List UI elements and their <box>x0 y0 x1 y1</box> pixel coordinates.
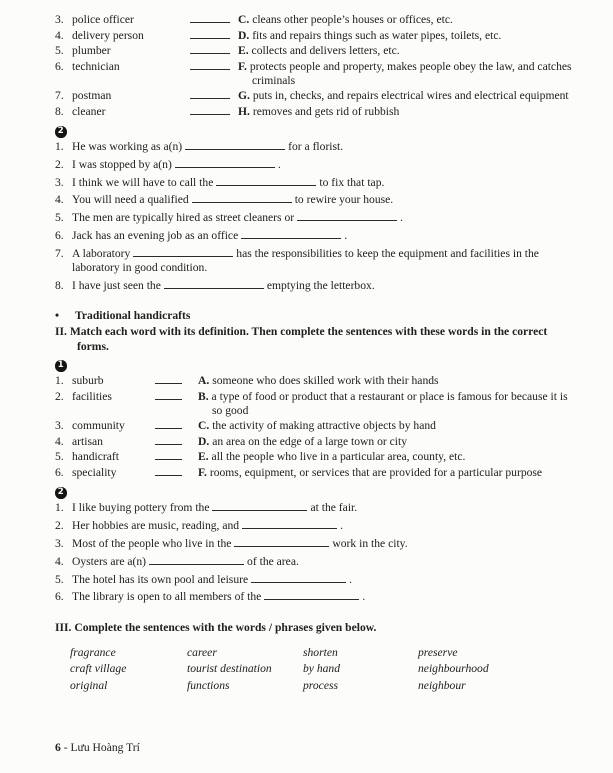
answer-blank <box>190 60 238 90</box>
sentence-text <box>72 176 580 190</box>
sentence-after-blank: . <box>362 590 366 604</box>
match-item-definition <box>198 419 580 435</box>
match-item-term: suburb <box>72 374 104 388</box>
bullet-icon: • <box>55 309 60 323</box>
sentence-before-blank: Jack has an evening job as an office <box>72 228 239 242</box>
definition-text: an area on the edge of a large town or city <box>212 434 408 448</box>
match-item-number: 5. <box>55 44 64 57</box>
match-item-number: 6. <box>55 465 64 479</box>
sentence-number: 8. <box>55 278 64 292</box>
definition-text: the activity of making attractive objects by hand <box>212 419 436 433</box>
jobs-fill-list <box>55 140 580 296</box>
blank-line <box>155 374 182 384</box>
section-ii-title: II. Match each word with its definition. Then complete the sentences with these words in the correct forms. <box>55 325 548 353</box>
sentence-before-blank: I was stopped by a(n) <box>72 157 172 171</box>
sentence-before-blank: I think we will have to call the <box>72 175 214 189</box>
fill-blank <box>212 501 307 511</box>
match-item-definition <box>238 13 580 29</box>
circled-2-marker: 2 <box>55 126 67 138</box>
word-bank-item: preserve <box>418 646 458 660</box>
match-item-definition <box>238 29 580 45</box>
exercise-part-marker-line <box>55 357 580 370</box>
word-bank-item: functions <box>187 678 230 692</box>
sentence-before-blank: You will need a qualified <box>72 193 189 207</box>
answer-blank <box>155 450 198 466</box>
definition-text: puts in, checks, and repairs electrical wires and electrical equipment <box>252 89 569 102</box>
sentence-text <box>72 555 580 569</box>
match-item-term: handicraft <box>72 450 119 464</box>
match-item-number: 6. <box>55 59 64 73</box>
sentence-text <box>72 140 580 154</box>
sentence-number: 3. <box>55 175 64 189</box>
fill-blank <box>251 573 346 583</box>
definition-text: rooms, equipment, or services that are provided for a particular purpose <box>209 465 543 479</box>
sentence-before-blank: The men are typically hired as street cleaners or <box>72 211 295 225</box>
sentence-text <box>72 573 580 587</box>
match-item-number: 3. <box>55 419 64 433</box>
definition-letter: A. <box>198 374 210 388</box>
fill-blank <box>216 176 316 186</box>
answer-blank <box>155 466 198 482</box>
sentence-after-blank: has the responsibilities to keep the equipment and facilities in the laboratory in good condition. <box>72 246 539 274</box>
blank-line <box>190 60 230 70</box>
sentence-number: 5. <box>55 211 64 225</box>
match-item-definition <box>198 466 580 482</box>
fill-blank <box>175 158 275 168</box>
blank-line <box>190 13 230 23</box>
sentence-text <box>72 279 580 293</box>
sentence-after-blank: work in the city. <box>332 536 408 550</box>
page-footer <box>55 741 140 755</box>
sentence-before-blank: I have just seen the <box>72 278 161 292</box>
word-bank-item: shorten <box>303 646 338 660</box>
topic-heading-text: Traditional handicrafts <box>75 309 191 323</box>
match-item-term: speciality <box>72 465 117 479</box>
exercise-part-marker-line <box>55 123 580 136</box>
match-item-number: 7. <box>55 89 64 102</box>
sentence-after-blank: . <box>349 572 353 586</box>
match-item-term: police officer <box>72 13 134 26</box>
blank-line <box>155 450 182 460</box>
fill-blank <box>185 140 285 150</box>
sentence-after-blank: . <box>340 519 343 533</box>
sentence-number: 2. <box>55 157 64 171</box>
word-bank-item: by hand <box>303 662 341 676</box>
answer-blank <box>155 419 198 435</box>
definition-text: a type of food or product that a restaurant or place is famous for because it is so good <box>211 389 568 417</box>
fill-blank <box>234 537 329 547</box>
sentence-before-blank: The library is open to all members of the <box>72 590 262 604</box>
fill-blank <box>264 590 359 600</box>
definition-letter: D. <box>238 28 250 42</box>
sentence-before-blank: I like buying pottery from the <box>72 501 210 515</box>
fill-blank <box>133 247 233 257</box>
definition-letter: D. <box>198 434 210 448</box>
sentence-text <box>72 158 580 172</box>
word-bank-item: fragrance <box>70 646 116 660</box>
circled-1-marker: 1 <box>55 360 67 372</box>
definition-text: all the people who live in a particular area, county, etc. <box>211 450 466 464</box>
sentence-text <box>72 229 580 243</box>
match-item-definition <box>198 390 580 420</box>
fill-blank <box>164 279 264 289</box>
sentence-after-blank: to rewire your house. <box>294 193 394 207</box>
blank-line <box>155 419 182 429</box>
answer-blank <box>190 29 238 45</box>
sentence-before-blank: The hotel has its own pool and leisure <box>72 572 249 586</box>
blank-line <box>190 105 230 115</box>
match-item-number: 8. <box>55 104 64 118</box>
sentence-number: 2. <box>55 519 64 533</box>
word-bank <box>70 645 580 694</box>
definition-text: protects people and property, makes people obey the law, and catches criminals <box>249 59 572 87</box>
sentence-text <box>72 590 580 604</box>
definition-letter: E. <box>198 450 209 464</box>
word-bank-item: career <box>187 646 217 660</box>
sentence-before-blank: Her hobbies are music, reading, and <box>72 519 240 533</box>
definition-letter: H. <box>238 104 250 118</box>
blank-line <box>190 44 230 54</box>
sentence-text <box>72 519 580 533</box>
match-item-definition <box>198 450 580 466</box>
match-item-term: facilities <box>72 389 112 403</box>
sentence-number: 1. <box>55 140 64 153</box>
word-bank-item: neighbour <box>418 678 466 692</box>
exercise-part-marker-line <box>55 484 580 497</box>
definition-text: fits and repairs things such as water pipes, toilets, etc. <box>252 28 502 42</box>
definition-letter: F. <box>238 59 247 73</box>
sentence-after-blank: to fix that tap. <box>319 175 385 189</box>
match-item-definition <box>198 435 580 451</box>
definition-text: cleans other people’s houses or offices, etc. <box>252 13 453 26</box>
sentence-after-blank: . <box>400 211 404 225</box>
word-bank-item: tourist destination <box>187 662 272 676</box>
section-iii-title: III. Complete the sentences with the words / phrases given below. <box>55 621 377 635</box>
definition-text: removes and gets rid of rubbish <box>252 104 400 118</box>
sentence-after-blank: for a florist. <box>288 140 344 153</box>
sentence-text <box>72 537 580 551</box>
sentence-before-blank: A laboratory <box>72 246 131 260</box>
answer-blank <box>190 89 238 105</box>
jobs-matching-list <box>55 13 580 120</box>
circled-2-marker: 2 <box>55 487 67 499</box>
match-item-term: cleaner <box>72 104 106 118</box>
blank-line <box>190 29 230 39</box>
match-item-number: 5. <box>55 450 64 464</box>
fill-blank <box>297 211 397 221</box>
answer-blank <box>190 105 238 121</box>
fill-blank <box>149 555 244 565</box>
sentence-number: 3. <box>55 536 64 550</box>
word-bank-item: craft village <box>70 662 127 676</box>
match-item-definition <box>238 105 580 121</box>
word-bank-item: original <box>70 678 108 692</box>
definition-letter: B. <box>198 389 209 403</box>
sentence-number: 5. <box>55 572 64 586</box>
match-item-number: 4. <box>55 434 64 448</box>
match-item-term: community <box>72 419 125 433</box>
sentence-after-blank: at the fair. <box>310 501 358 515</box>
sentence-before-blank: Most of the people who live in the <box>72 536 232 550</box>
handicrafts-fill-list <box>55 501 580 608</box>
match-item-term: artisan <box>72 434 103 448</box>
definition-letter: E. <box>238 44 249 57</box>
match-item-number: 1. <box>55 374 64 388</box>
author-name: - Lưu Hoàng Trí <box>63 741 140 754</box>
sentence-after-blank: . <box>277 157 281 171</box>
fill-blank <box>242 519 337 529</box>
match-item-number: 3. <box>55 13 64 26</box>
sentence-after-blank: . <box>344 228 348 242</box>
match-item-term: plumber <box>72 44 111 57</box>
sentence-number: 6. <box>55 590 64 604</box>
sentence-before-blank: He was working as a(n) <box>72 140 183 153</box>
definition-text: collects and delivers letters, etc. <box>251 44 400 57</box>
answer-blank <box>155 390 198 420</box>
fill-blank <box>241 229 341 239</box>
match-item-term: delivery person <box>72 28 144 42</box>
sentence-number: 4. <box>55 554 64 568</box>
sentence-text <box>72 211 580 225</box>
match-item-term: postman <box>72 89 112 102</box>
definition-letter: C. <box>238 13 250 26</box>
match-item-number: 2. <box>55 389 64 403</box>
fill-blank <box>192 193 292 203</box>
sentence-number: 4. <box>55 193 64 207</box>
match-item-definition <box>238 60 580 90</box>
match-item-definition <box>238 44 580 60</box>
blank-line <box>155 435 182 445</box>
sentence-before-blank: Oysters are a(n) <box>72 554 147 568</box>
answer-blank <box>155 435 198 451</box>
sentence-text <box>72 247 580 275</box>
sentence-after-blank: emptying the letterbox. <box>266 278 375 292</box>
page-number: 6 <box>55 741 61 754</box>
definition-text: someone who does skilled work with their hands <box>212 374 439 388</box>
sentence-after-blank: of the area. <box>247 554 299 568</box>
sentence-number: 7. <box>55 246 64 260</box>
sentence-text <box>72 501 580 515</box>
sentence-number: 6. <box>55 228 64 242</box>
definition-letter: C. <box>198 419 210 433</box>
answer-blank <box>155 374 198 390</box>
sentence-number: 1. <box>55 501 64 515</box>
match-item-term: technician <box>72 59 120 73</box>
word-bank-item: process <box>303 678 338 692</box>
word-bank-item: neighbourhood <box>418 662 489 676</box>
answer-blank <box>190 13 238 29</box>
blank-line <box>155 466 182 476</box>
match-item-number: 4. <box>55 28 64 42</box>
definition-letter: F. <box>198 465 207 479</box>
match-item-definition <box>198 374 580 390</box>
blank-line <box>155 390 182 400</box>
blank-line <box>190 89 230 99</box>
answer-blank <box>190 44 238 60</box>
handicrafts-matching-list <box>55 374 580 481</box>
match-item-definition <box>238 89 580 105</box>
sentence-text <box>72 193 580 207</box>
topic-heading <box>55 309 580 323</box>
definition-letter: G. <box>238 89 250 102</box>
